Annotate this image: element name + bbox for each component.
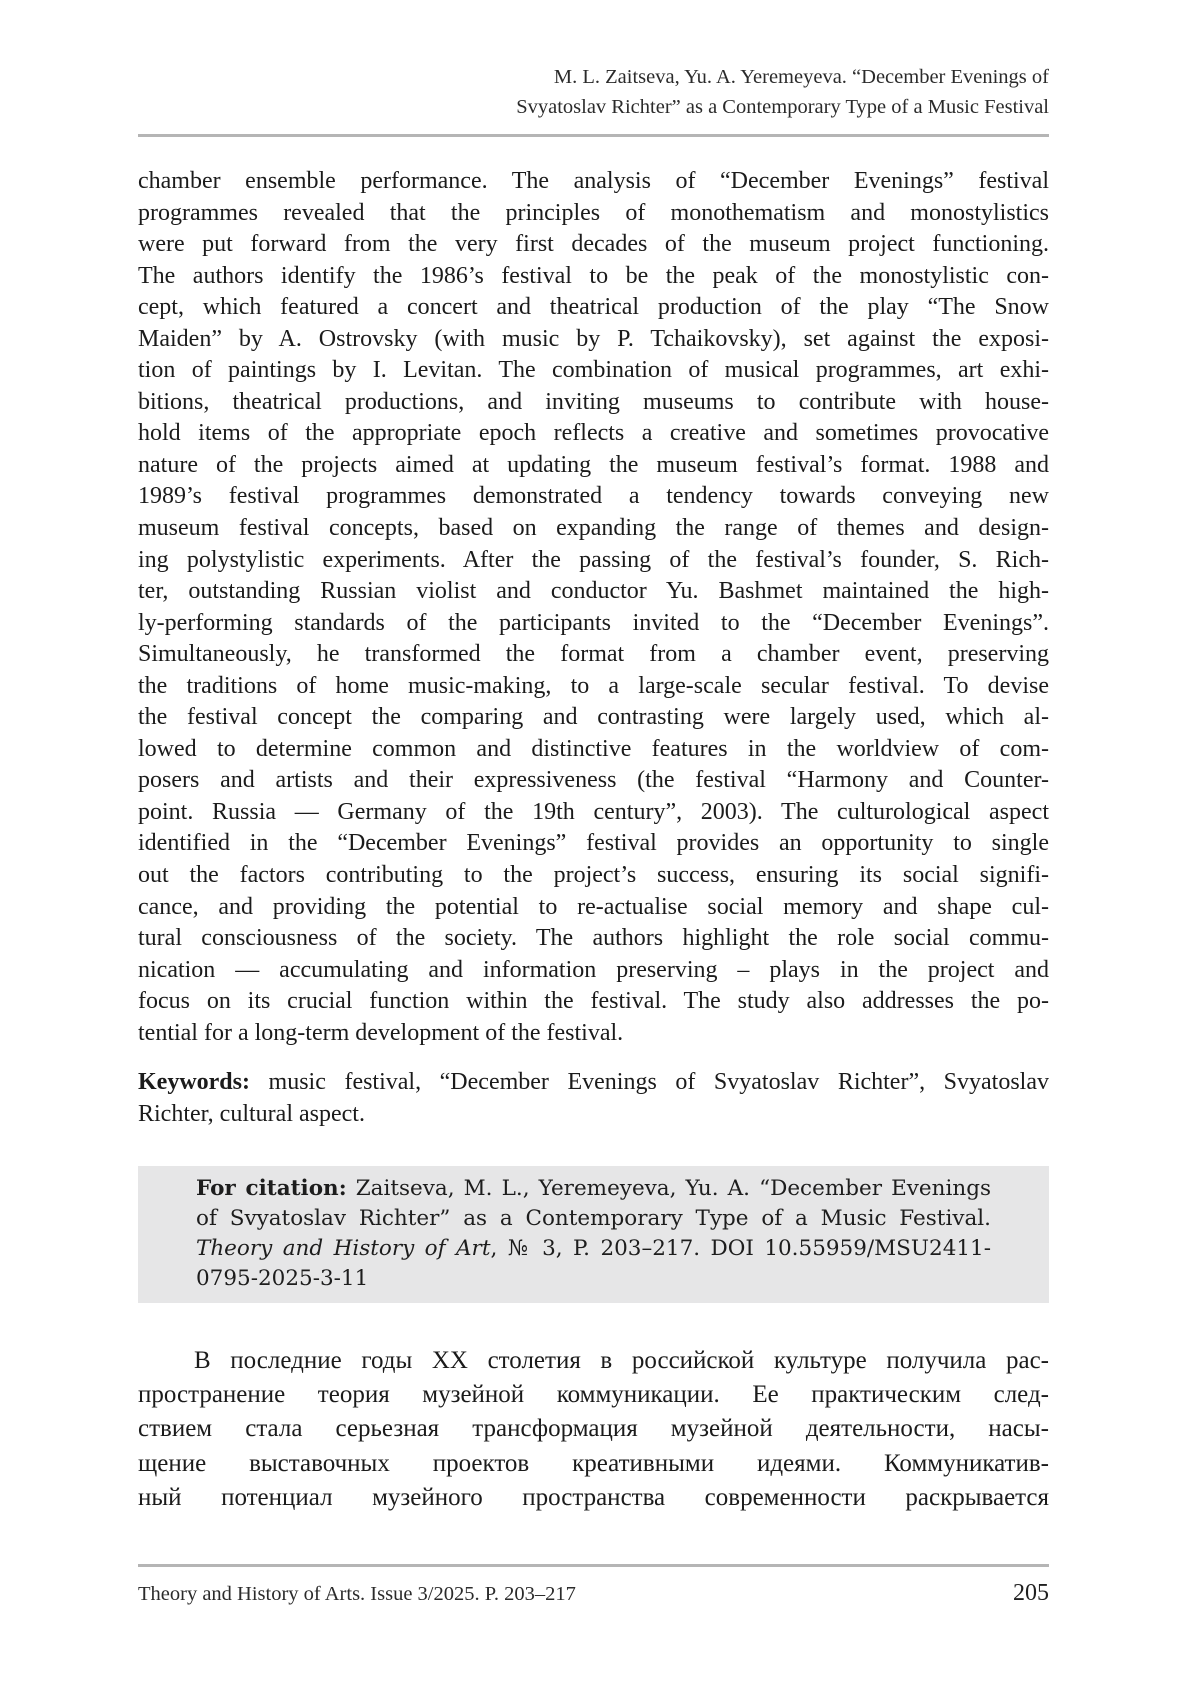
abstract-line: museum festival concepts, based on expanding the range of themes and design-: [138, 515, 1049, 542]
body-line: пространение теория музейной коммуникации. Ее практическим след-: [138, 1381, 1049, 1409]
citation-journal: Theory and History of Art: [196, 1236, 491, 1261]
running-header-line-1: M. L. Zaitseva, Yu. A. Yeremeyeva. “December Evenings of: [553, 66, 1049, 88]
body-line: щение выставочных проектов креативными идеями. Коммуникатив-: [138, 1449, 1049, 1477]
abstract-line: tential for a long-term development of the festival.: [138, 1019, 624, 1046]
keywords-block: [138, 1067, 1049, 1130]
citation-authors: Zaitseva, M. L., Yeremeyeva, Yu. A. “December Evenings: [346, 1176, 992, 1201]
keywords-line-2: Richter, cultural aspect.: [138, 1100, 365, 1127]
abstract-line: chamber ensemble performance. The analysis of “December Evenings” festival: [138, 168, 1049, 194]
abstract-line: ly-performing standards of the participants invited to the “December Evenings”.: [138, 609, 1049, 636]
abstract-line: lowed to determine common and distinctive features in the worldview of com-: [138, 735, 1049, 762]
abstract-line: ing polystylistic experiments. After the passing of the festival’s founder, S. Rich-: [138, 546, 1049, 573]
citation-text: [196, 1174, 991, 1294]
abstract-line: nication — accumulating and information preserving – plays in the project and: [138, 956, 1049, 983]
abstract-line: point. Russia — Germany of the 19th century”, 2003). The culturological aspect: [138, 798, 1049, 825]
citation-line-4: 0795-2025-3-11: [196, 1266, 369, 1291]
running-header: [138, 62, 1049, 122]
keywords-text-1: music festival, “December Evenings of Svyatoslav Richter”, Svyatoslav: [249, 1069, 1049, 1095]
abstract-line: tion of paintings by I. Levitan. The combination of musical programmes, art exhi-: [138, 357, 1049, 384]
abstract-line: the festival concept the comparing and contrasting were largely used, which al-: [138, 704, 1049, 731]
footer-journal-info: Theory and History of Arts. Issue 3/2025. P. 203–217: [138, 1583, 576, 1605]
keywords-label: Keywords:: [138, 1069, 250, 1095]
abstract-line: 1989’s festival programmes demonstrated a tendency towards conveying new: [138, 483, 1049, 510]
body-line: В последние годы XX столетия в российской культуре получила рас-: [194, 1347, 1049, 1374]
keywords-line-1: [138, 1067, 1049, 1099]
abstract-line: Simultaneously, he transformed the format from a chamber event, preserving: [138, 641, 1049, 668]
body-line: ствием стала серьезная трансформация музейной деятельности, насы-: [138, 1415, 1049, 1443]
header-divider: [138, 134, 1049, 137]
abstract-line: The authors identify the 1986’s festival to be the peak of the monostylistic con-: [138, 262, 1049, 289]
footer-divider: [138, 1564, 1049, 1567]
abstract-line: hold items of the appropriate epoch reflects a creative and sometimes provocative: [138, 420, 1049, 447]
abstract-line: cance, and providing the potential to re-actualise social memory and shape cul-: [138, 893, 1049, 920]
abstract-line: identified in the “December Evenings” festival provides an opportunity to single: [138, 830, 1049, 857]
citation-line-3: [196, 1234, 991, 1264]
citation-label: For citation:: [196, 1176, 347, 1201]
abstract-line: nature of the projects aimed at updating the museum festival’s format. 1988 and: [138, 451, 1049, 478]
abstract-line: were put forward from the very first decades of the museum project functioning.: [138, 231, 1049, 258]
abstract-line: ter, outstanding Russian violist and conductor Yu. Bashmet maintained the high-: [138, 578, 1049, 605]
abstract-line: bitions, theatrical productions, and inviting museums to contribute with house-: [138, 388, 1049, 415]
running-header-line-2: Svyatoslav Richter” as a Contemporary Type of a Music Festival: [516, 96, 1049, 118]
citation-line-2: of Svyatoslav Richter” as a Contemporary Type of a Music Festival.: [196, 1206, 991, 1231]
abstract-line: Maiden” by A. Ostrovsky (with music by P. Tchaikovsky), set against the exposi-: [138, 325, 1049, 352]
page-number: 205: [1013, 1580, 1049, 1606]
abstract-line: the traditions of home music-making, to a large-scale secular festival. To devise: [138, 672, 1049, 699]
abstract-line: tural consciousness of the society. The authors highlight the role social commu-: [138, 925, 1049, 952]
abstract-line: programmes revealed that the principles of monothematism and monostylistics: [138, 199, 1049, 226]
abstract-line: focus on its crucial function within the festival. The study also addresses the po-: [138, 988, 1049, 1015]
citation-line-1: [196, 1174, 991, 1204]
body-line: ный потенциал музейного пространства современности раскрывается: [138, 1483, 1049, 1511]
citation-box: [138, 1166, 1049, 1303]
abstract-paragraph: [138, 166, 1049, 1049]
abstract-line: posers and artists and their expressiveness (the festival “Harmony and Counter-: [138, 767, 1049, 794]
citation-pages-doi: , № 3, P. 203–217. DOI 10.55959/MSU2411-: [490, 1236, 991, 1261]
abstract-line: out the factors contributing to the project’s success, ensuring its social signifi-: [138, 862, 1049, 889]
abstract-line: cept, which featured a concert and theatrical production of the play “The Snow: [138, 294, 1049, 321]
body-text-russian: [138, 1344, 1049, 1515]
